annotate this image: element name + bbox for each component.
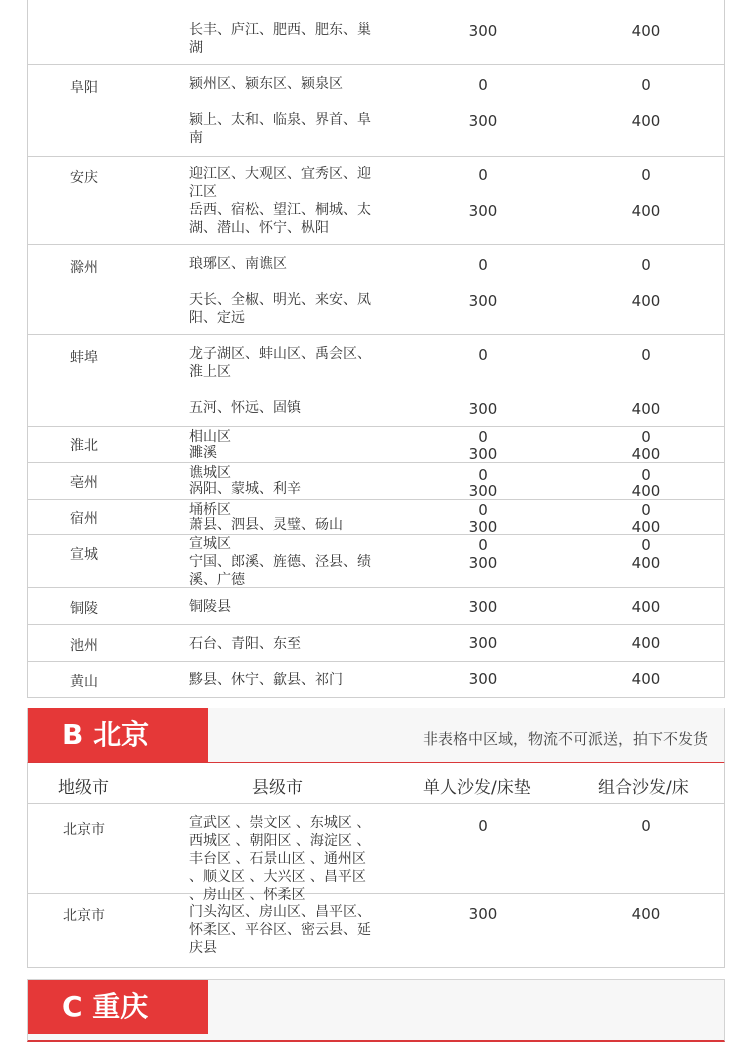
section-header-chongqing bbox=[27, 979, 725, 1042]
single-sofa-fee: 300 bbox=[468, 112, 498, 130]
combo-sofa-fee: 400 bbox=[631, 670, 661, 688]
city-name: 北京市 bbox=[63, 822, 105, 838]
single-sofa-fee: 300 bbox=[468, 400, 498, 418]
delivery-note: 非表格中区域，物流不可派送，拍下不发货 bbox=[422, 730, 708, 748]
county-list: 涡阳、蒙城、利辛 bbox=[189, 481, 301, 497]
single-sofa-fee: 300 bbox=[468, 22, 498, 40]
county-list: 萧县、泗县、灵璧、砀山 bbox=[189, 517, 343, 533]
county-list: 黟县、休宁、歙县、祁门 bbox=[189, 672, 343, 688]
section-tag: B 北京 bbox=[28, 708, 208, 762]
city-name: 铜陵 bbox=[70, 601, 98, 617]
combo-sofa-fee: 400 bbox=[631, 482, 661, 500]
table-row-tongling bbox=[27, 588, 725, 625]
county-list: 琅琊区、南谯区 bbox=[189, 256, 287, 272]
combo-sofa-fee: 400 bbox=[631, 634, 661, 652]
city-name: 滁州 bbox=[70, 260, 98, 276]
county-list: 门头沟区、房山区、昌平区、怀柔区、平谷区、密云县、延庆县 bbox=[189, 904, 371, 956]
table-row-bengbu bbox=[27, 335, 725, 427]
county-list: 迎江区、大观区、宜秀区、迎江区 bbox=[189, 166, 371, 200]
single-sofa-fee: 300 bbox=[468, 518, 498, 536]
combo-sofa-fee: 0 bbox=[641, 346, 651, 364]
single-sofa-fee: 0 bbox=[478, 817, 488, 835]
combo-sofa-fee: 0 bbox=[641, 817, 651, 835]
single-sofa-fee: 300 bbox=[468, 554, 498, 572]
combo-sofa-fee: 0 bbox=[641, 466, 651, 484]
combo-sofa-fee: 400 bbox=[631, 905, 661, 923]
combo-sofa-fee: 400 bbox=[631, 202, 661, 220]
combo-sofa-fee: 400 bbox=[631, 112, 661, 130]
city-name: 阜阳 bbox=[70, 80, 98, 96]
single-sofa-fee: 300 bbox=[468, 634, 498, 652]
table-row-fuyang bbox=[27, 65, 725, 157]
table-row bbox=[27, 0, 725, 65]
combo-sofa-fee: 0 bbox=[641, 256, 651, 274]
city-name: 亳州 bbox=[70, 475, 98, 491]
single-sofa-fee: 300 bbox=[468, 482, 498, 500]
table-row-suzhou bbox=[27, 500, 725, 535]
combo-sofa-fee: 400 bbox=[631, 554, 661, 572]
county-list: 颍州区、颍东区、颍泉区 bbox=[189, 76, 343, 92]
header-prefecture: 地级市 bbox=[58, 778, 109, 798]
single-sofa-fee: 300 bbox=[468, 905, 498, 923]
single-sofa-fee: 0 bbox=[478, 466, 488, 484]
city-name: 宿州 bbox=[70, 511, 98, 527]
county-list: 相山区 bbox=[189, 429, 231, 445]
table-row-xuancheng bbox=[27, 535, 725, 588]
combo-sofa-fee: 0 bbox=[641, 536, 651, 554]
county-list: 石台、青阳、东至 bbox=[189, 636, 301, 652]
table-row-huaibei bbox=[27, 427, 725, 463]
combo-sofa-fee: 400 bbox=[631, 292, 661, 310]
single-sofa-fee: 300 bbox=[468, 202, 498, 220]
single-sofa-fee: 300 bbox=[468, 445, 498, 463]
county-list: 岳西、宿松、望江、桐城、太湖、潜山、怀宁、枞阳 bbox=[189, 202, 371, 236]
combo-sofa-fee: 400 bbox=[631, 598, 661, 616]
single-sofa-fee: 300 bbox=[468, 292, 498, 310]
city-name: 池州 bbox=[70, 638, 98, 654]
city-name: 安庆 bbox=[70, 170, 98, 186]
county-list: 天长、全椒、明光、来安、凤阳、定远 bbox=[189, 292, 371, 326]
single-sofa-fee: 0 bbox=[478, 428, 488, 446]
header-single-sofa: 单人沙发/床垫 bbox=[423, 778, 531, 798]
combo-sofa-fee: 0 bbox=[641, 166, 651, 184]
single-sofa-fee: 0 bbox=[478, 76, 488, 94]
single-sofa-fee: 0 bbox=[478, 501, 488, 519]
county-list: 铜陵县 bbox=[189, 599, 231, 615]
combo-sofa-fee: 400 bbox=[631, 445, 661, 463]
single-sofa-fee: 0 bbox=[478, 256, 488, 274]
city-name: 蚌埠 bbox=[70, 350, 98, 366]
combo-sofa-fee: 400 bbox=[631, 22, 661, 40]
county-list: 龙子湖区、蚌山区、禹会区、淮上区 bbox=[189, 346, 371, 380]
single-sofa-fee: 0 bbox=[478, 346, 488, 364]
single-sofa-fee: 300 bbox=[468, 670, 498, 688]
city-name: 淮北 bbox=[70, 438, 98, 454]
combo-sofa-fee: 0 bbox=[641, 76, 651, 94]
county-list: 宁国、郎溪、旌德、泾县、绩溪、广德 bbox=[189, 554, 371, 588]
county-list: 五河、怀远、固镇 bbox=[189, 400, 301, 416]
combo-sofa-fee: 400 bbox=[631, 518, 661, 536]
single-sofa-fee: 0 bbox=[478, 536, 488, 554]
table-row-beijing-2 bbox=[27, 894, 725, 968]
section-tag: C 重庆 bbox=[28, 980, 208, 1034]
combo-sofa-fee: 0 bbox=[641, 501, 651, 519]
county-list: 颍上、太和、临泉、界首、阜南 bbox=[189, 112, 371, 146]
single-sofa-fee: 0 bbox=[478, 166, 488, 184]
single-sofa-fee: 300 bbox=[468, 598, 498, 616]
table-row-chuzhou bbox=[27, 245, 725, 335]
table-row-anqing bbox=[27, 157, 725, 245]
county-list: 谯城区 bbox=[189, 465, 231, 481]
table-header bbox=[27, 763, 725, 804]
city-name: 黄山 bbox=[70, 674, 98, 690]
table-row-chizhou bbox=[27, 625, 725, 662]
county-list: 濉溪 bbox=[189, 445, 217, 461]
city-name: 宣城 bbox=[70, 547, 98, 563]
table-row-beijing-1 bbox=[27, 804, 725, 903]
table-row-bozhou bbox=[27, 463, 725, 500]
county-list: 宣武区 、崇文区 、东城区 、西城区 、朝阳区 、海淀区 、丰台区 、石景山区 、通州区 、顺义区 、大兴区 、昌平区 、房山区 、怀柔区 bbox=[189, 815, 371, 903]
header-combo-sofa: 组合沙发/床 bbox=[598, 778, 689, 798]
city-name: 北京市 bbox=[63, 908, 105, 924]
combo-sofa-fee: 0 bbox=[641, 428, 651, 446]
table-row-huangshan bbox=[27, 662, 725, 698]
section-header-beijing bbox=[27, 708, 725, 764]
county-list: 宣城区 bbox=[189, 536, 231, 552]
county-list: 长丰、庐江、肥西、肥东、巢湖 bbox=[189, 22, 371, 56]
county-list: 埇桥区 bbox=[189, 502, 231, 518]
combo-sofa-fee: 400 bbox=[631, 400, 661, 418]
header-county: 县级市 bbox=[252, 778, 303, 798]
